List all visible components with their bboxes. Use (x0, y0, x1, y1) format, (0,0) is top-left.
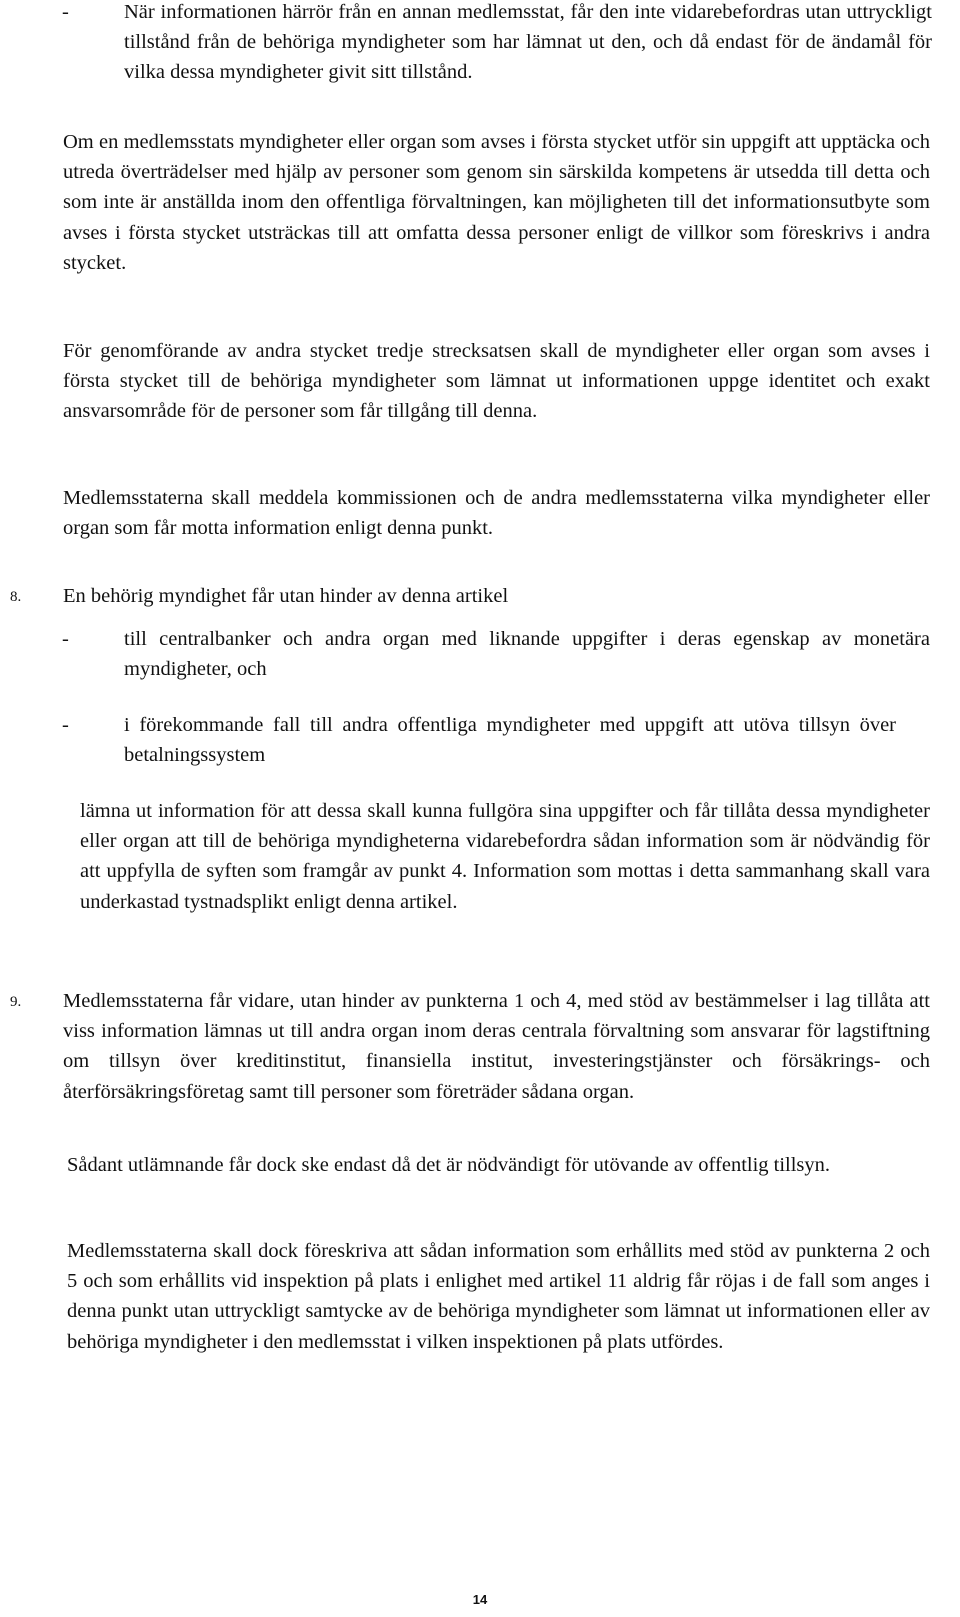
section-intro: En behörig myndighet får utan hinder av denna artikel (63, 585, 509, 607)
bullet-marker: - (62, 628, 69, 650)
section-closing: lämna ut information för att dessa skall kunna fullgöra sina uppgifter och får tillåta dessa myndigheter eller organ att till de behöriga myndigheterna vidarebefordra sådan information som är nödvändig för att uppfylla de syften som framgår av punkt 4. Information som mottas i detta sammanhang skall vara underkastad tystnadsplikt enligt denna artikel. (80, 800, 930, 913)
bullet-text: När informationen härrör från en annan medlemsstat, får den inte vidarebefordras utan uttryckligt tillstånd från de behöriga myndigheter som har lämnat ut den, och då endast för de ändamål för vilka dessa myndigheter givit sitt tillstånd. (124, 1, 932, 84)
section-number: 9. (10, 994, 22, 1010)
paragraph: Sådant utlämnande får dock ske endast då det är nödvändigt för utövande av offentlig tillsyn. (67, 1154, 831, 1176)
section-number: 8. (10, 589, 22, 605)
paragraph: För genomförande av andra stycket tredje strecksatsen skall de myndigheter eller organ som avses i första stycket till de behöriga myndigheter som lämnat ut informationen uppge identitet och exakt ansvarsområde för de personer som får tillgång till denna. (63, 340, 930, 423)
bullet-item (62, 710, 932, 772)
section-text: Medlemsstaterna får vidare, utan hinder av punkterna 1 och 4, med stöd av bestämmelser i lag tillåta att viss information lämnas ut till andra organ inom deras centrala förvaltning som ansvarar för lagstiftning om tillsyn över kreditinstitut, finansiella institut, investeringstjänster och försäkrings- och återförsäkringsföretag samt till personer som företräder sådana organ. (63, 990, 930, 1103)
bullet-text: till centralbanker och andra organ med liknande uppgifter i deras egenskap av monetära myndigheter, och (124, 628, 930, 681)
paragraph: Medlemsstaterna skall meddela kommissionen och de andra medlemsstaterna vilka myndigheter eller organ som får motta information enligt denna punkt. (63, 487, 930, 540)
bullet-marker: - (62, 714, 69, 736)
paragraph: Om en medlemsstats myndigheter eller organ som avses i första stycket utför sin uppgift att upptäcka och utreda överträdelser med hjälp av personer som genom sin särskilda kompetens är utsedda till detta och som inte är anställda inom den offentliga förvaltningen, kan möjligheten till det informationsutbyte som avses i första stycket utsträckas till att omfatta dessa personer enligt de villkor som föreskrivs i andra stycket. (63, 131, 930, 274)
bullet-text: i förekommande fall till andra offentliga myndigheter med uppgift att utöva tillsyn över betalningssystem (124, 714, 896, 767)
page-number: 14 (472, 1592, 488, 1607)
bullet-marker: - (62, 1, 69, 23)
bullet-item (62, 624, 932, 686)
bullet-item (62, 0, 932, 119)
paragraph: Medlemsstaterna skall dock föreskriva att sådan information som erhållits med stöd av punkterna 2 och 5 och som erhållits vid inspektion på plats i enlighet med artikel 11 aldrig får röjas i de fall som anges i denna punkt utan uttryckligt samtycke av de behöriga myndigheter som lämnat ut informationen eller av behöriga myndigheter i den medlemsstat i vilken inspektionen på plats utfördes. (67, 1240, 930, 1353)
